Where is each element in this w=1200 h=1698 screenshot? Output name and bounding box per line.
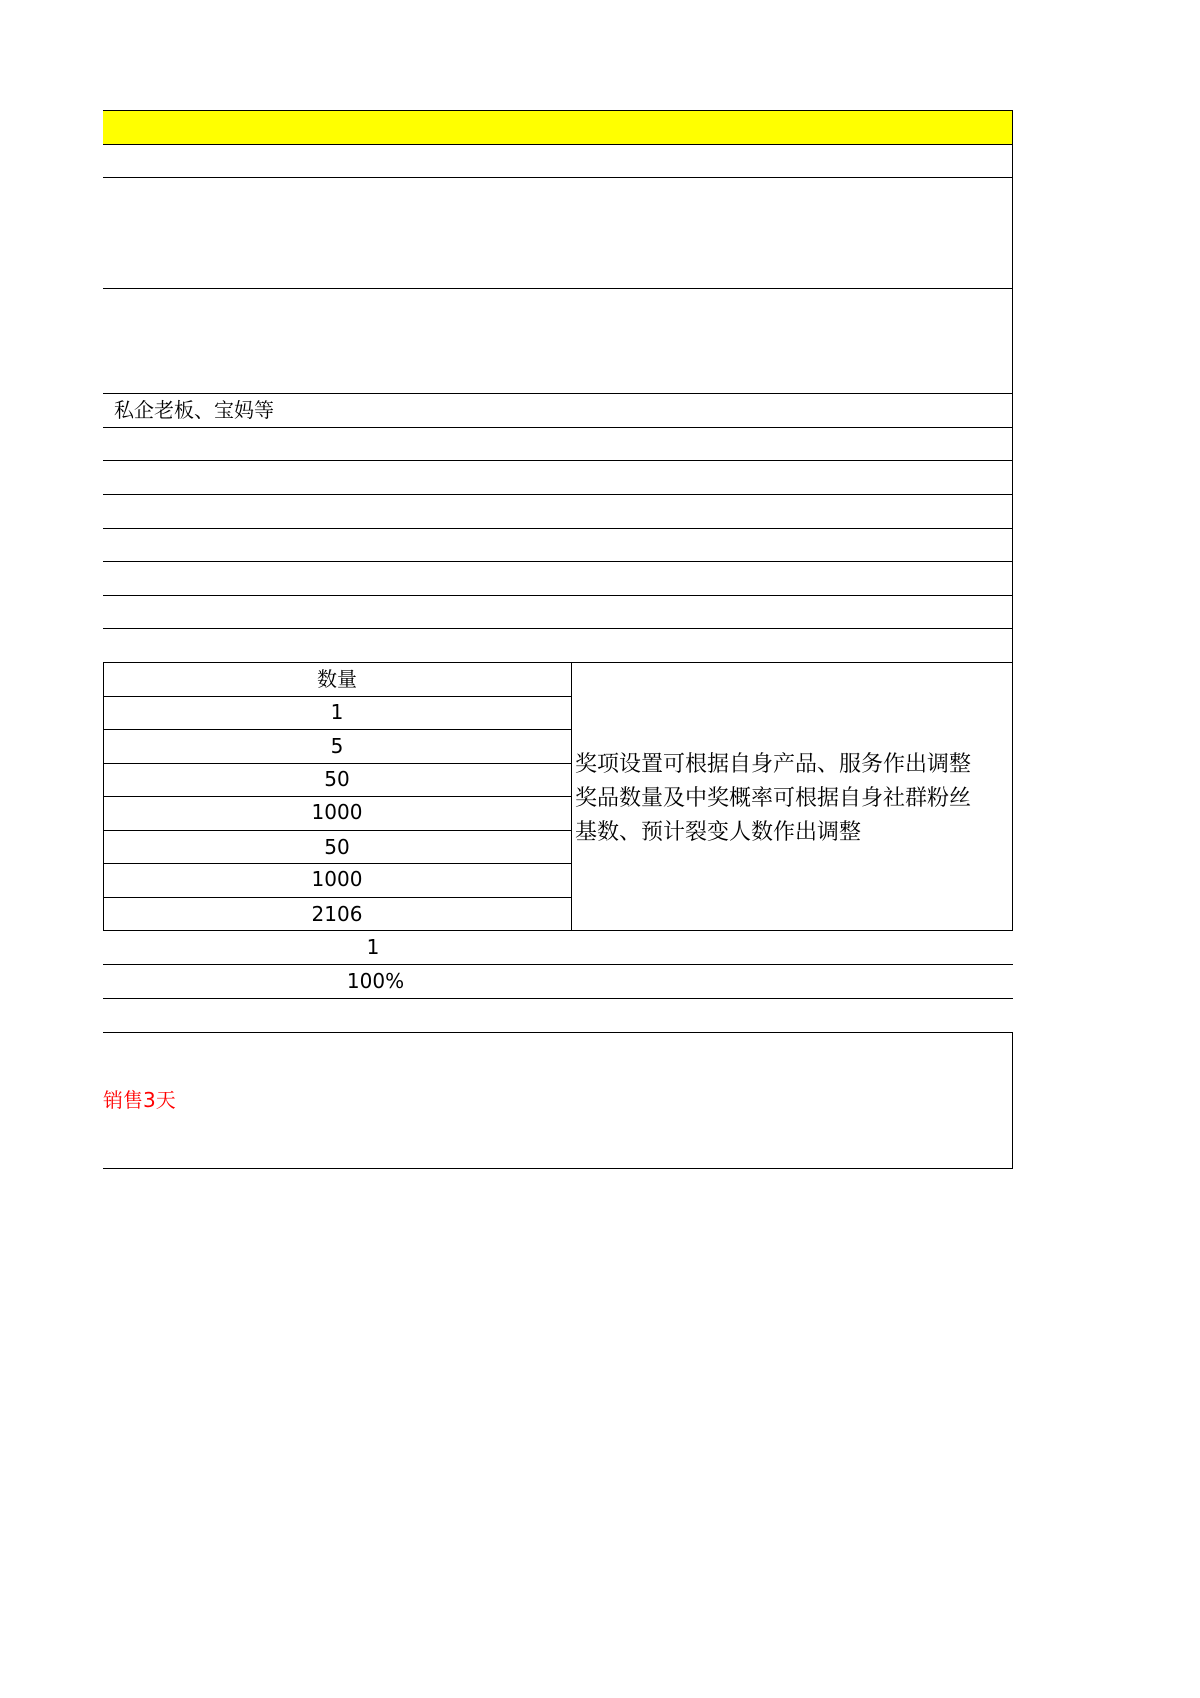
quantity-cell[interactable]: 1 <box>330 700 344 724</box>
audience-cell[interactable]: 私企老板、宝妈等 <box>114 398 274 422</box>
row-border <box>103 930 1013 931</box>
quantity-cell[interactable]: 50 <box>324 835 350 859</box>
quantity-cell[interactable]: 5 <box>330 734 344 758</box>
red-sales-duration-text[interactable]: 销售3天 <box>103 1088 176 1112</box>
row-border <box>103 427 1013 428</box>
quantity-cell[interactable]: 2106 <box>311 902 363 926</box>
row-border <box>103 964 1013 965</box>
quantity-header[interactable]: 数量 <box>317 667 357 691</box>
table-row-border <box>103 763 571 764</box>
row-border <box>103 177 1013 178</box>
row-border <box>103 393 1013 394</box>
row-border <box>103 528 1013 529</box>
table-row-border <box>103 897 571 898</box>
table-row-border <box>103 796 571 797</box>
row-border <box>103 1032 1013 1033</box>
quantity-cell[interactable]: 1000 <box>311 867 363 891</box>
row-border <box>103 460 1013 461</box>
summary-value-1[interactable]: 1 <box>366 935 380 959</box>
row-border <box>103 628 1013 629</box>
row-border <box>103 110 1013 111</box>
prize-adjustment-note[interactable] <box>575 748 1005 850</box>
right-border-bottom-box <box>1012 1032 1013 1169</box>
row-border <box>103 494 1013 495</box>
right-border <box>1012 110 1013 930</box>
table-row-border <box>103 696 571 697</box>
table-row-border <box>103 830 571 831</box>
quantity-cell[interactable]: 50 <box>324 767 350 791</box>
summary-value-2[interactable]: 100% <box>346 969 405 993</box>
row-border <box>103 561 1013 562</box>
table-middle-border <box>571 662 572 930</box>
row-border <box>103 595 1013 596</box>
row-border <box>103 998 1013 999</box>
note-line: 基数、预计裂变人数作出调整 <box>575 820 862 845</box>
yellow-header-row[interactable] <box>103 110 1013 144</box>
row-border <box>103 662 1013 663</box>
table-row-border <box>103 863 571 864</box>
table-row-border <box>103 729 571 730</box>
row-border <box>103 144 1013 145</box>
note-line: 奖项设置可根据自身产品、服务作出调整 <box>575 752 972 777</box>
row-border <box>103 1168 1013 1169</box>
row-border <box>103 288 1013 289</box>
quantity-cell[interactable]: 1000 <box>311 800 363 824</box>
note-line: 奖品数量及中奖概率可根据自身社群粉丝 <box>575 786 972 811</box>
